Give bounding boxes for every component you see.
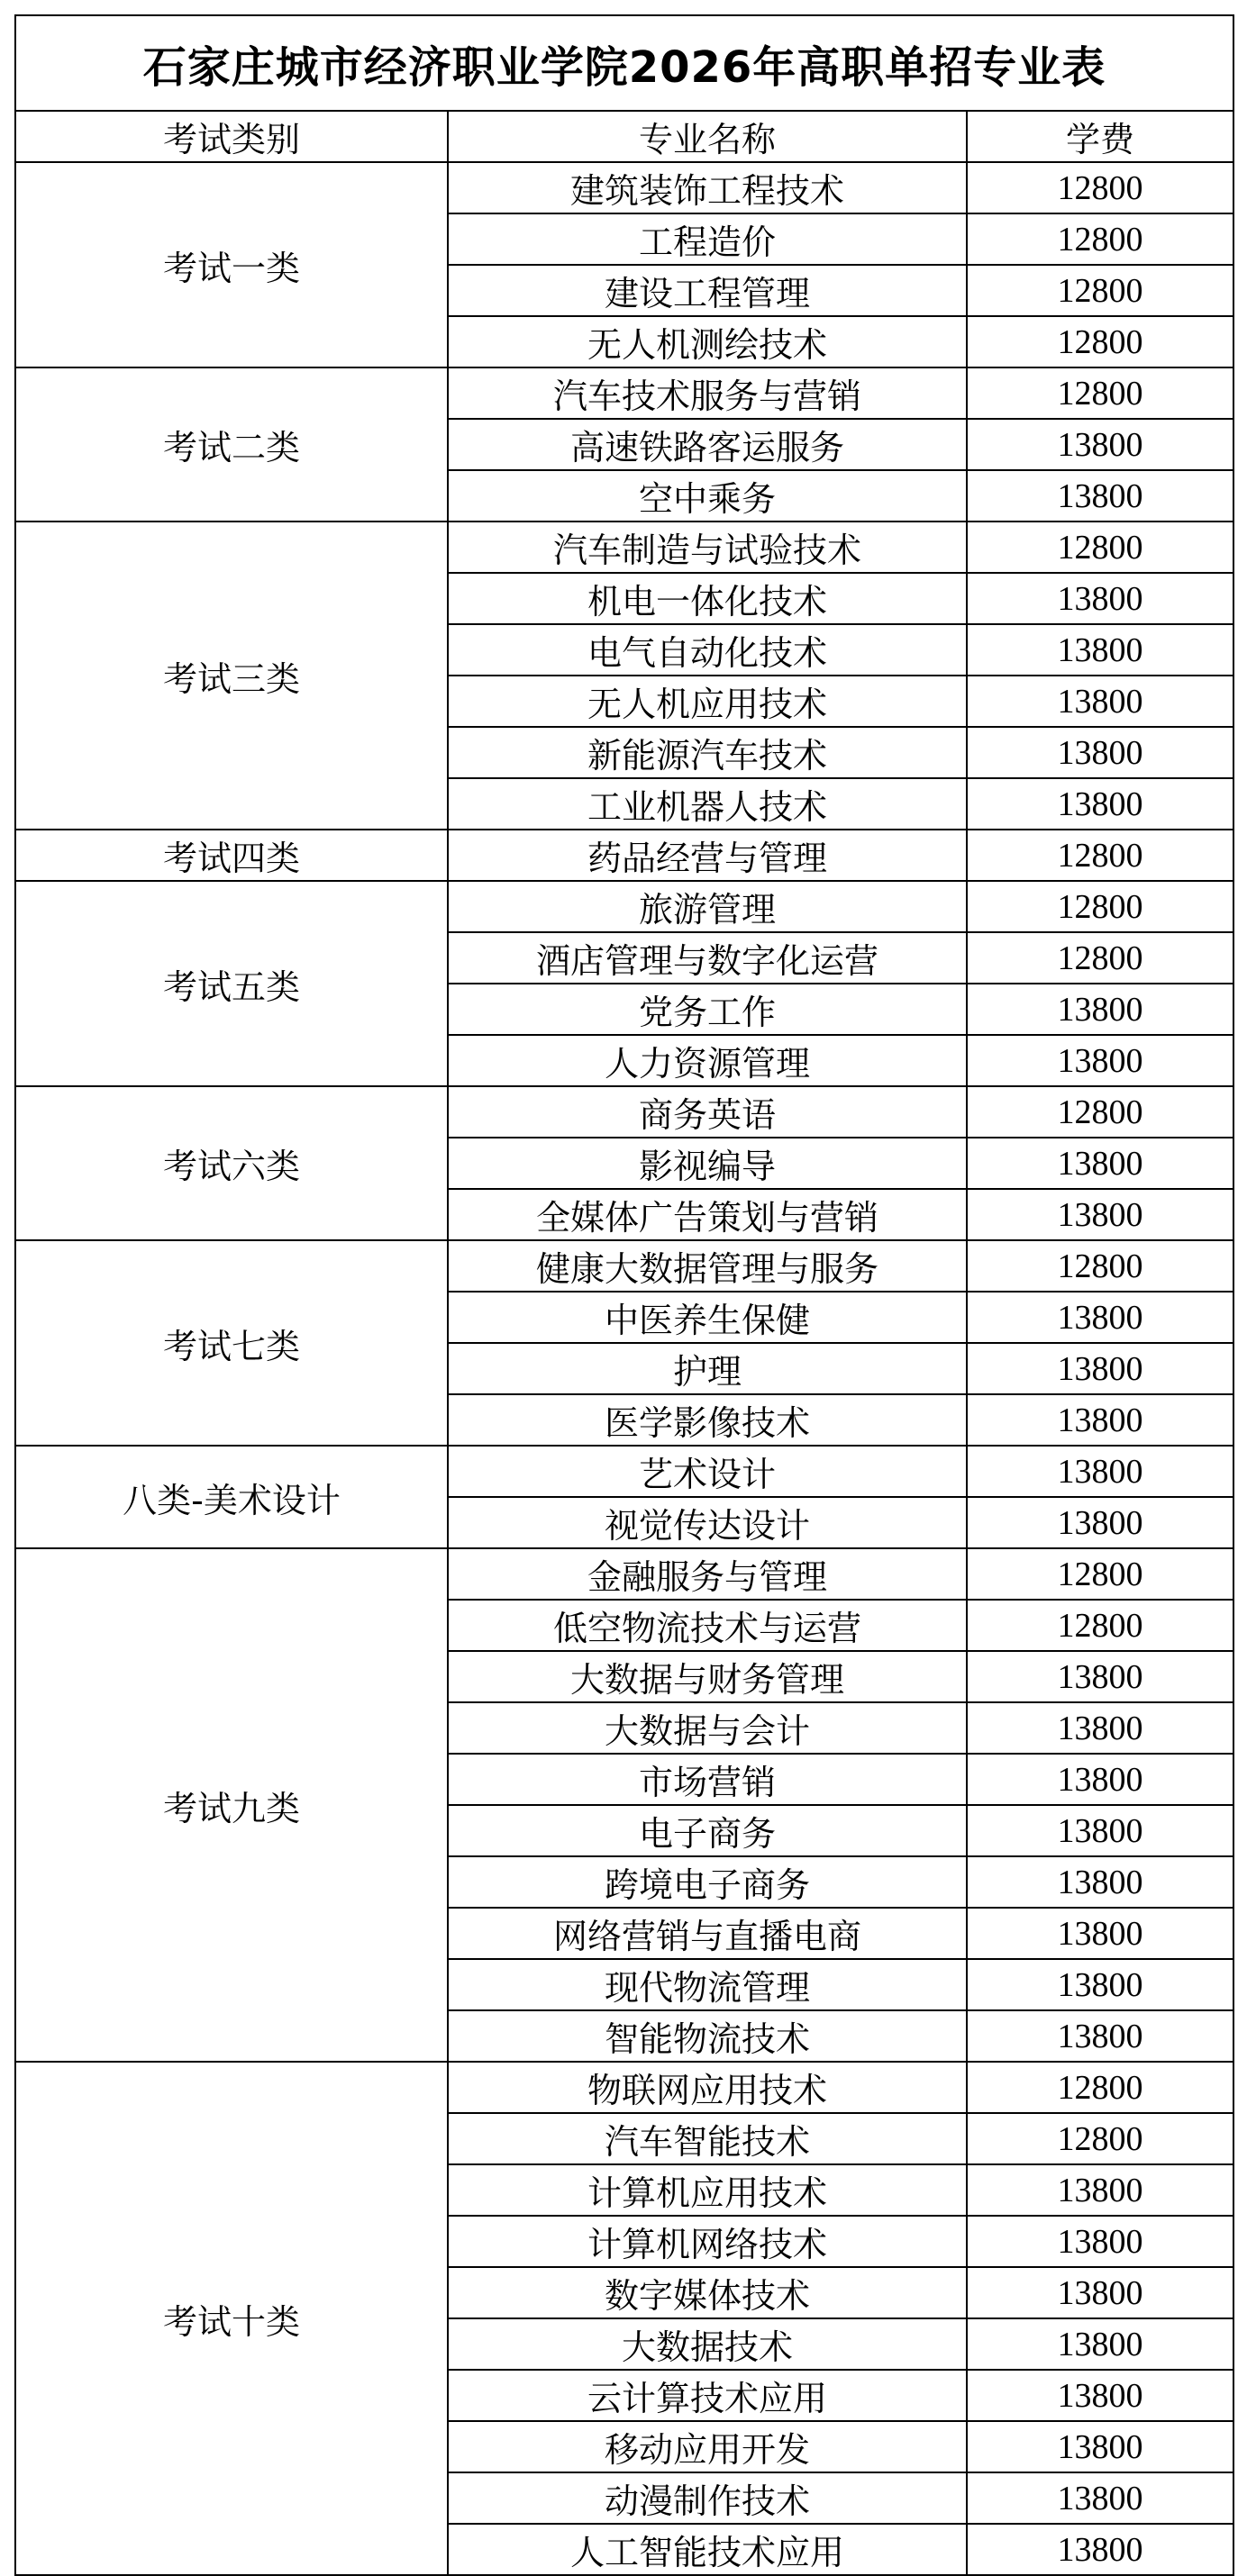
tuition-fee-cell: 13800 <box>967 1959 1233 2010</box>
tuition-fee-cell: 12800 <box>967 2113 1233 2164</box>
tuition-fee-cell: 13800 <box>967 2370 1233 2421</box>
major-name-cell: 低空物流技术与运营 <box>448 1600 967 1651</box>
column-header-category: 考试类别 <box>15 111 448 162</box>
header-row <box>15 111 1233 162</box>
major-name-cell: 汽车制造与试验技术 <box>448 522 967 573</box>
tuition-fee-cell: 12800 <box>967 932 1233 984</box>
major-name-cell: 空中乘务 <box>448 470 967 522</box>
tuition-fee-cell: 12800 <box>967 1086 1233 1138</box>
category-cell: 考试九类 <box>15 1548 448 2062</box>
major-name-cell: 医学影像技术 <box>448 1394 967 1446</box>
table-row <box>15 1548 1233 1600</box>
major-name-cell: 智能物流技术 <box>448 2010 967 2062</box>
major-name-cell: 网络营销与直播电商 <box>448 1908 967 1959</box>
major-name-cell: 计算机应用技术 <box>448 2164 967 2216</box>
major-name-cell: 中医养生保健 <box>448 1292 967 1343</box>
major-name-cell: 艺术设计 <box>448 1446 967 1497</box>
tuition-fee-cell: 13800 <box>967 2524 1233 2575</box>
major-name-cell: 电子商务 <box>448 1805 967 1856</box>
tuition-fee-cell: 13800 <box>967 2010 1233 2062</box>
major-name-cell: 大数据技术 <box>448 2318 967 2370</box>
tuition-fee-cell: 13800 <box>967 778 1233 830</box>
table-row <box>15 367 1233 419</box>
major-name-cell: 市场营销 <box>448 1754 967 1805</box>
table-row <box>15 830 1233 881</box>
tuition-fee-cell: 13800 <box>967 1292 1233 1343</box>
category-cell: 考试四类 <box>15 830 448 881</box>
tuition-fee-cell: 13800 <box>967 1651 1233 1702</box>
tuition-fee-cell: 12800 <box>967 1548 1233 1600</box>
major-name-cell: 酒店管理与数字化运营 <box>448 932 967 984</box>
tuition-fee-cell: 12800 <box>967 265 1233 316</box>
tuition-fee-cell: 12800 <box>967 367 1233 419</box>
major-name-cell: 电气自动化技术 <box>448 624 967 676</box>
tuition-fee-cell: 12800 <box>967 1240 1233 1292</box>
tuition-fee-cell: 12800 <box>967 830 1233 881</box>
major-name-cell: 全媒体广告策划与营销 <box>448 1189 967 1240</box>
major-name-cell: 云计算技术应用 <box>448 2370 967 2421</box>
category-cell: 考试十类 <box>15 2062 448 2575</box>
tuition-fee-cell: 12800 <box>967 1600 1233 1651</box>
tuition-fee-cell: 13800 <box>967 1138 1233 1189</box>
tuition-fee-cell: 13800 <box>967 727 1233 778</box>
table-row <box>15 1446 1233 1497</box>
major-name-cell: 影视编导 <box>448 1138 967 1189</box>
tuition-fee-cell: 13800 <box>967 1497 1233 1548</box>
column-header-major: 专业名称 <box>448 111 967 162</box>
tuition-fee-cell: 13800 <box>967 984 1233 1035</box>
major-name-cell: 护理 <box>448 1343 967 1394</box>
major-name-cell: 工业机器人技术 <box>448 778 967 830</box>
table-row <box>15 162 1233 213</box>
tuition-fee-cell: 13800 <box>967 2164 1233 2216</box>
table-row <box>15 1086 1233 1138</box>
major-name-cell: 建设工程管理 <box>448 265 967 316</box>
major-name-cell: 高速铁路客运服务 <box>448 419 967 470</box>
major-list-sheet <box>14 14 1233 2576</box>
tuition-fee-cell: 12800 <box>967 881 1233 932</box>
category-cell: 考试五类 <box>15 881 448 1086</box>
tuition-fee-cell: 12800 <box>967 2062 1233 2113</box>
tuition-fee-cell: 13800 <box>967 1446 1233 1497</box>
major-name-cell: 大数据与财务管理 <box>448 1651 967 1702</box>
tuition-fee-cell: 13800 <box>967 1856 1233 1908</box>
major-name-cell: 药品经营与管理 <box>448 830 967 881</box>
table-body <box>15 162 1233 2575</box>
major-name-cell: 跨境电子商务 <box>448 1856 967 1908</box>
table-row <box>15 1240 1233 1292</box>
major-name-cell: 机电一体化技术 <box>448 573 967 624</box>
major-name-cell: 物联网应用技术 <box>448 2062 967 2113</box>
title-row <box>15 15 1233 111</box>
tuition-fee-cell: 13800 <box>967 1805 1233 1856</box>
major-name-cell: 数字媒体技术 <box>448 2267 967 2318</box>
category-cell: 考试二类 <box>15 367 448 522</box>
category-cell: 八类-美术设计 <box>15 1446 448 1548</box>
category-cell: 考试七类 <box>15 1240 448 1446</box>
tuition-fee-cell: 12800 <box>967 162 1233 213</box>
major-name-cell: 新能源汽车技术 <box>448 727 967 778</box>
tuition-fee-cell: 13800 <box>967 1394 1233 1446</box>
major-name-cell: 人力资源管理 <box>448 1035 967 1086</box>
major-name-cell: 移动应用开发 <box>448 2421 967 2472</box>
tuition-fee-cell: 13800 <box>967 676 1233 727</box>
major-name-cell: 无人机应用技术 <box>448 676 967 727</box>
table-row <box>15 522 1233 573</box>
major-name-cell: 计算机网络技术 <box>448 2216 967 2267</box>
tuition-fee-cell: 13800 <box>967 2421 1233 2472</box>
column-header-fee: 学费 <box>967 111 1233 162</box>
tuition-fee-cell: 13800 <box>967 419 1233 470</box>
tuition-fee-cell: 13800 <box>967 2318 1233 2370</box>
tuition-fee-cell: 12800 <box>967 213 1233 265</box>
tuition-fee-cell: 12800 <box>967 316 1233 367</box>
category-cell: 考试一类 <box>15 162 448 367</box>
major-name-cell: 工程造价 <box>448 213 967 265</box>
tuition-fee-cell: 13800 <box>967 1189 1233 1240</box>
tuition-fee-cell: 13800 <box>967 624 1233 676</box>
major-name-cell: 商务英语 <box>448 1086 967 1138</box>
tuition-fee-cell: 13800 <box>967 1754 1233 1805</box>
tuition-fee-cell: 13800 <box>967 2267 1233 2318</box>
category-cell: 考试三类 <box>15 522 448 830</box>
tuition-fee-cell: 13800 <box>967 1702 1233 1754</box>
major-name-cell: 汽车技术服务与营销 <box>448 367 967 419</box>
major-name-cell: 汽车智能技术 <box>448 2113 967 2164</box>
major-name-cell: 党务工作 <box>448 984 967 1035</box>
tuition-fee-cell: 12800 <box>967 522 1233 573</box>
major-name-cell: 大数据与会计 <box>448 1702 967 1754</box>
major-table <box>14 14 1234 2576</box>
major-name-cell: 人工智能技术应用 <box>448 2524 967 2575</box>
major-name-cell: 金融服务与管理 <box>448 1548 967 1600</box>
major-name-cell: 健康大数据管理与服务 <box>448 1240 967 1292</box>
tuition-fee-cell: 13800 <box>967 2216 1233 2267</box>
tuition-fee-cell: 13800 <box>967 2472 1233 2524</box>
tuition-fee-cell: 13800 <box>967 1035 1233 1086</box>
category-cell: 考试六类 <box>15 1086 448 1240</box>
major-name-cell: 动漫制作技术 <box>448 2472 967 2524</box>
tuition-fee-cell: 13800 <box>967 1343 1233 1394</box>
major-name-cell: 建筑装饰工程技术 <box>448 162 967 213</box>
table-row <box>15 2062 1233 2113</box>
major-name-cell: 旅游管理 <box>448 881 967 932</box>
page-title: 石家庄城市经济职业学院2026年高职单招专业表 <box>15 15 1233 111</box>
major-name-cell: 现代物流管理 <box>448 1959 967 2010</box>
tuition-fee-cell: 13800 <box>967 1908 1233 1959</box>
tuition-fee-cell: 13800 <box>967 470 1233 522</box>
major-name-cell: 视觉传达设计 <box>448 1497 967 1548</box>
major-name-cell: 无人机测绘技术 <box>448 316 967 367</box>
tuition-fee-cell: 13800 <box>967 573 1233 624</box>
table-row <box>15 881 1233 932</box>
